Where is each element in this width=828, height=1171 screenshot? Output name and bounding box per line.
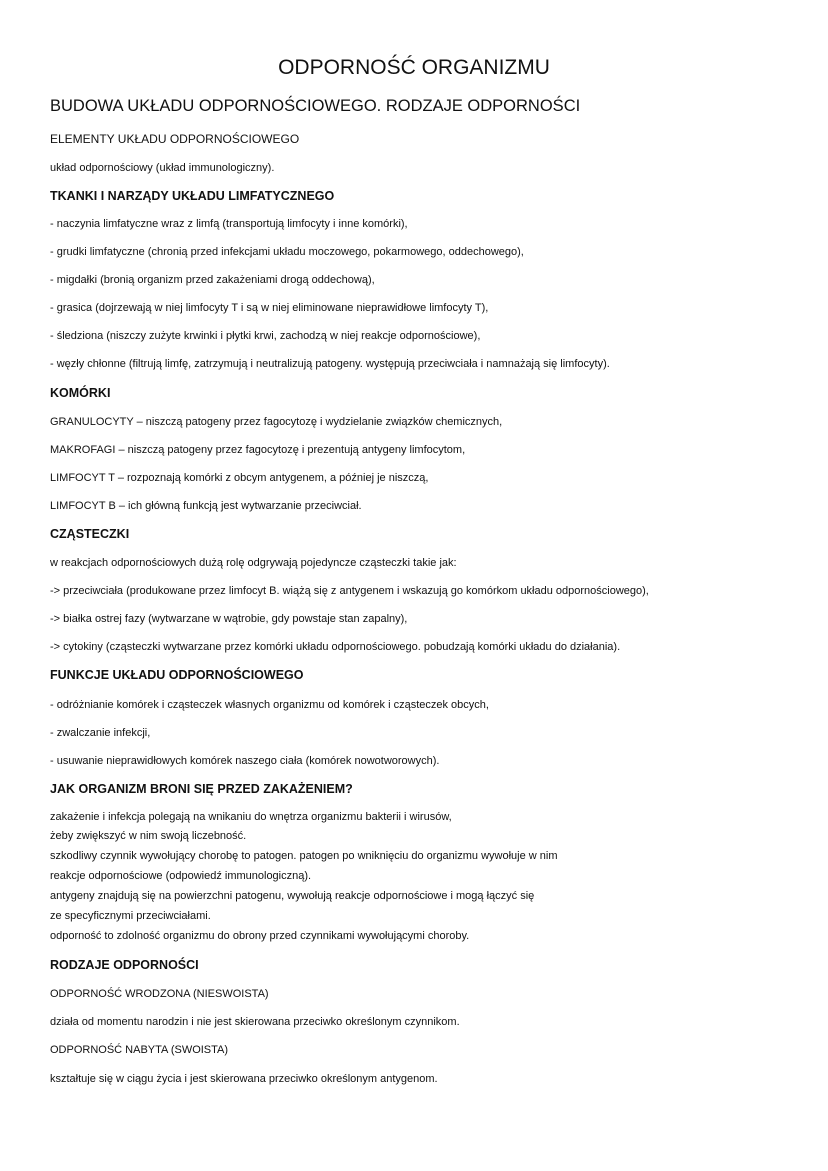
paragraph: działa od momentu narodzin i nie jest skierowana przeciwko określonym czynnikom. (50, 1016, 460, 1028)
list-item: -> cytokiny (cząsteczki wytwarzane przez komórki układu odpornościowego. pobudzają komórki układu do działania). (50, 641, 621, 653)
section-heading-functions: FUNKCJE UKŁADU ODPORNOŚCIOWEGO (50, 668, 304, 682)
paragraph: układ odpornościowy (układ immunologiczny). (50, 162, 275, 174)
subtitle: BUDOWA UKŁADU ODPORNOŚCIOWEGO. RODZAJE ODPORNOŚCI (50, 97, 581, 115)
list-item: - usuwanie nieprawidłowych komórek naszego ciała (komórek nowotworowych). (50, 755, 440, 767)
list-item: LIMFOCYT B – ich główną funkcją jest wytwarzanie przeciwciał. (50, 500, 362, 512)
subheading: ODPORNOŚĆ WRODZONA (NIESWOISTA) (50, 988, 269, 1000)
list-item: -> przeciwciała (produkowane przez limfocyt B. wiążą się z antygenem i wskazują go komórkom układu odpornościowego), (50, 585, 649, 597)
paragraph-line: antygeny znajdują się na powierzchni patogenu, wywołują reakcje odpornościowe i mogą łączyć się (50, 890, 535, 902)
section-heading-tissues: TKANKI I NARZĄDY UKŁADU LIMFATYCZNEGO (50, 189, 335, 203)
list-item: - zwalczanie infekcji, (50, 727, 151, 739)
list-item: w reakcjach odpornościowych dużą rolę odgrywają pojedyncze cząsteczki takie jak: (50, 557, 457, 569)
paragraph-line: odporność to zdolność organizmu do obrony przed czynnikami wywołującymi choroby. (50, 930, 470, 942)
section-heading-types: RODZAJE ODPORNOŚCI (50, 958, 199, 972)
section-heading-cells: KOMÓRKI (50, 386, 111, 400)
list-item: - odróżnianie komórek i cząsteczek własnych organizmu od komórek i cząsteczek obcych, (50, 699, 489, 711)
section-heading-defense: JAK ORGANIZM BRONI SIĘ PRZED ZAKAŻENIEM? (50, 782, 353, 796)
list-item: MAKROFAGI – niszczą patogeny przez fagocytozę i prezentują antygeny limfocytom, (50, 444, 466, 456)
paragraph: kształtuje się w ciągu życia i jest skierowana przeciwko określonym antygenom. (50, 1073, 438, 1085)
subheading: ODPORNOŚĆ NABYTA (SWOISTA) (50, 1044, 229, 1056)
list-item: - węzły chłonne (filtrują limfę, zatrzymują i neutralizują patogeny. występują przeciwciała i namnażają się limfocyty). (50, 358, 610, 370)
list-item: - śledziona (niszczy zużyte krwinki i płytki krwi, zachodzą w niej reakcje odpornościowe), (50, 330, 481, 342)
list-item: - grudki limfatyczne (chronią przed infekcjami układu moczowego, pokarmowego, oddechowego), (50, 246, 524, 258)
list-item: -> białka ostrej fazy (wytwarzane w wątrobie, gdy powstaje stan zapalny), (50, 613, 408, 625)
list-item: GRANULOCYTY – niszczą patogeny przez fagocytozę i wydzielanie związków chemicznych, (50, 416, 503, 428)
list-item: - naczynia limfatyczne wraz z limfą (transportują limfocyty i inne komórki), (50, 218, 408, 230)
paragraph-line: zakażenie i infekcja polegają na wnikaniu do wnętrza organizmu bakterii i wirusów, (50, 811, 452, 823)
list-item: LIMFOCYT T – rozpoznają komórki z obcym antygenem, a później je niszczą, (50, 472, 429, 484)
list-item: - grasica (dojrzewają w niej limfocyty T i są w niej eliminowane nieprawidłowe limfocyty T), (50, 302, 489, 314)
paragraph-line: ze specyficznymi przeciwciałami. (50, 910, 211, 922)
section-heading-molecules: CZĄSTECZKI (50, 527, 130, 541)
paragraph-line: żeby zwiększyć w nim swoją liczebność. (50, 830, 247, 842)
section-heading-elements: ELEMENTY UKŁADU ODPORNOŚCIOWEGO (50, 132, 300, 146)
paragraph-line: reakcje odpornościowe (odpowiedź immunologiczną). (50, 870, 312, 882)
paragraph-line: szkodliwy czynnik wywołujący chorobę to patogen. patogen po wniknięciu do organizmu wywołuje w nim (50, 850, 558, 862)
list-item: - migdałki (bronią organizm przed zakażeniami drogą oddechową), (50, 274, 375, 286)
page-title: ODPORNOŚĆ ORGANIZMU (278, 56, 550, 79)
